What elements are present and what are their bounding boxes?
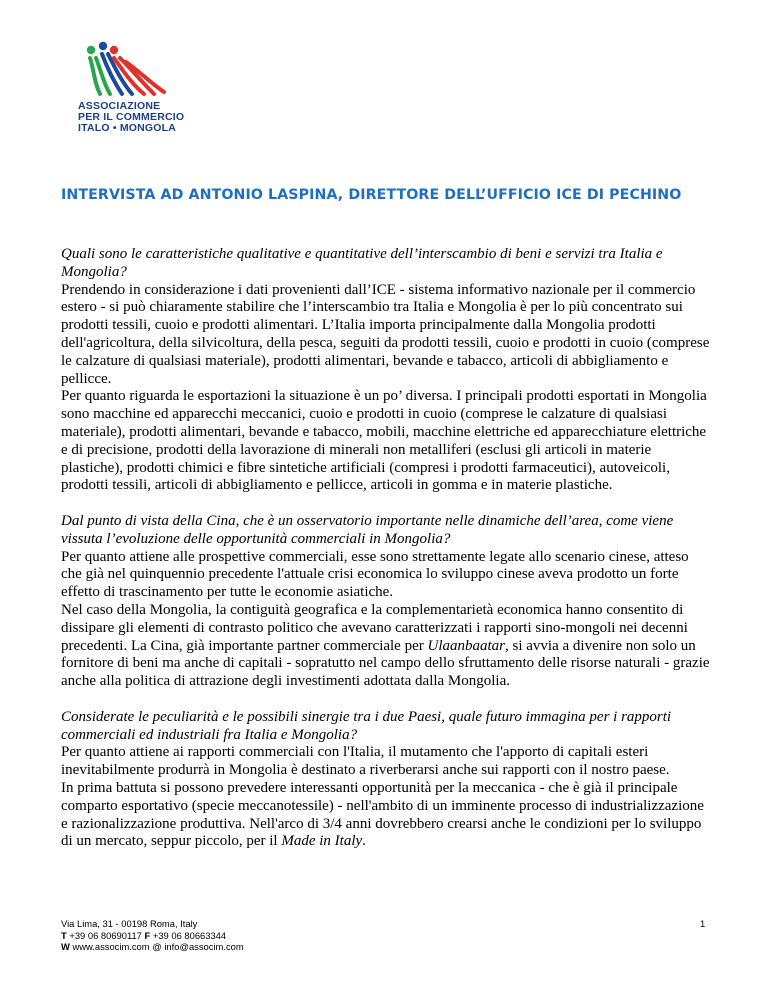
interview-section	[61, 513, 711, 691]
footer-web	[61, 941, 244, 953]
fax-number: +39 06 80663344	[152, 929, 227, 941]
answer-text: Nel caso della Mongolia, la contiguità geografica e la complementarietà economica hanno consentito di dissipare gli elementi di contrasto politico che avevano caratterizzati i rapporti sino-mongoli nei decenni precedenti. La Cina, già importante partner commerciale per	[61, 601, 688, 654]
page-footer	[61, 918, 244, 953]
interview-question: Quali sono le caratteristiche qualitative e quantitative dell’interscambio di beni e servizi tra Italia e Mongolia?	[61, 246, 663, 280]
answer-text: .	[362, 833, 366, 850]
logo-wordmark	[78, 101, 184, 134]
web-label: W	[61, 941, 70, 952]
answer-italic-text: Made in Italy	[281, 833, 363, 850]
interview-body	[61, 246, 711, 869]
interview-answer	[61, 602, 711, 691]
interview-answer: Prendendo in considerazione i dati provenienti dall’ICE - sistema informativo nazionale per il commercio estero - si può chiaramente stabilire che l’interscambio tra Italia e Mongolia è per lo più concentrato sui prodotti tessili, cuoio e prodotti alimentari. L’Italia importa principalmente dalla Mongolia prodotti dell'agricoltura, della silvicoltura, della pesca, seguiti da prodotti tessili, cuoio e prodotti in cuoio (comprese le calzature di qualsiasi materiale), prodotti alimentari, bevande e tabacco, articoli di abbigliamento e pellicce.	[61, 281, 710, 387]
phone-label: T	[61, 929, 67, 941]
phone-number: +39 06 80690117	[69, 929, 142, 941]
interview-question: Considerate le peculiarità e le possibili sinergie tra i due Paesi, quale futuro immagina per i rapporti commerciali ed industriali fra Italia e Mongolia?	[61, 708, 672, 743]
page-number: 1	[700, 918, 706, 929]
logo-line-2: PER IL COMMERCIO	[78, 111, 185, 123]
interview-answer: Per quanto attiene ai rapporti commerciali con l'Italia, il mutamento che l'apporto di capitali esteri inevitabilmente produrrà in Mongolia è destinato a riverberarsi anche sui rapporti con il nostro paese.	[61, 744, 670, 779]
answer-text: , si avvia a divenire non solo un fornitore di beni ma anche di capitali - sopratutto nel campo dello sfruttamento delle risorse naturali - grazie anche alla politica di attrazione degli investimenti adottata dalla Mongolia.	[61, 637, 710, 690]
interview-section	[61, 709, 711, 851]
interview-section	[61, 246, 711, 495]
logo-line-1: ASSOCIAZIONE	[78, 100, 161, 112]
footer-address: Via Lima, 31 - 00198 Roma, Italy	[61, 918, 198, 929]
interview-question: Dal punto di vista della Cina, che è un osservatorio importante nelle dinamiche dell’area, come viene vissuta l’evoluzione delle opportunità commerciali in Mongolia?	[61, 512, 674, 547]
page-title: INTERVISTA AD ANTONIO LASPINA, DIRETTORE DELL’UFFICIO ICE DI PECHINO	[61, 187, 682, 203]
footer-contacts	[61, 930, 244, 942]
interview-answer: Per quanto attiene alle prospettive commerciali, esse sono strettamente legate allo scenario cinese, atteso che già nel quinquennio precedente l'attuale crisi economica lo sviluppo cinese aveva prodotto un forte effetto di trascinamento per tutte le economie asiatiche.	[61, 548, 689, 601]
interview-answer: Per quanto riguarda le esportazioni la situazione è un po’ diversa. I principali prodotti esportati in Mongolia sono macchine ed apparecchi meccanici, cuoio e prodotti in cuoio (comprese le calzature di qualsiasi materiale), prodotti alimentari, bevande e tabacco, mobili, macchine elettriche ed apparecchiature elettriche e di precisione, prodotti della lavorazione di minerali non metalliferi (esclusi gli articoli in materie plastiche), prodotti chimici e fibre sintetiche artificiali (compresi i prodotti farmaceutici), autoveicoli, prodotti tessili, articoli di abbigliamento e pellicce, articoli in gomma e in materie plastiche.	[61, 388, 707, 494]
answer-italic-text: Ulaanbaatar	[427, 637, 506, 654]
email-link[interactable]: info@associm.com	[164, 941, 244, 952]
fax-label: F	[144, 929, 151, 941]
email-label: @	[152, 941, 162, 952]
answer-text: In prima battuta si possono prevedere interessanti opportunità per la meccanica - che è già il principale comparto esportativo (specie meccanotessile) - nell'ambito di un imminente processo di industrializzazione e razionalizzazione produttiva. Nell'arco di 3/4 anni dovrebbero crearsi anche le condizioni per lo sviluppo di un mercato, seppur piccolo, per il	[61, 779, 704, 850]
website-link[interactable]: www.associm.com	[72, 941, 150, 952]
interview-answer	[61, 780, 711, 851]
logo-line-3: ITALO • MONGOLA	[78, 122, 177, 134]
